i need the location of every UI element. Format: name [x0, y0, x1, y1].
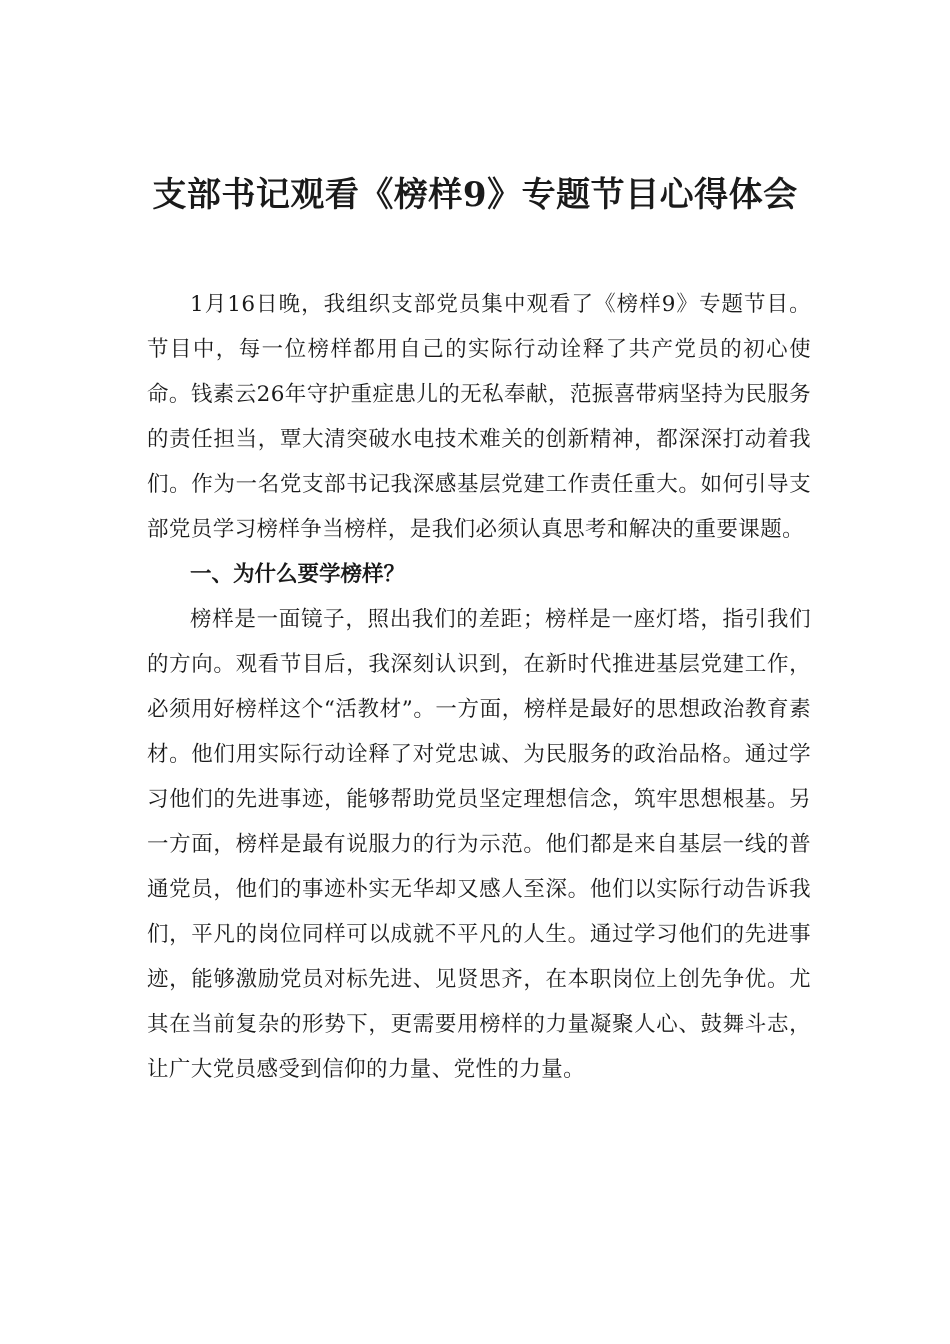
intro-paragraph: 1月16日晚，我组织支部党员集中观看了《榜样9》专题节目。节目中，每一位榜样都用自己的实际行动诠释了共产党员的初心使命。钱素云26年守护重症患儿的无私奉献，范振喜带病坚持为民服务的责任担当，覃大清突破水电技术难关的创新精神，都深深打动着我们。作为一名党支部书记我深感基层党建工作责任重大。如何引导支部党员学习榜样争当榜样，是我们必须认真思考和解决的重要课题。: [147, 292, 811, 542]
section-heading: 一、为什么要学榜样？: [190, 562, 406, 587]
document-body: [147, 282, 811, 1092]
section-paragraph: 榜样是一面镜子，照出我们的差距；榜样是一座灯塔，指引我们的方向。观看节目后，我深刻认识到，在新时代推进基层党建工作，必须用好榜样这个“活教材”。一方面，榜样是最好的思想政治教育素材。他们用实际行动诠释了对党忠诚、为民服务的政治品格。通过学习他们的先进事迹，能够帮助党员坚定理想信念，筑牢思想根基。另一方面，榜样是最有说服力的行为示范。他们都是来自基层一线的普通党员，他们的事迹朴实无华却又感人至深。他们以实际行动告诉我们，平凡的岗位同样可以成就不平凡的人生。通过学习他们的先进事迹，能够激励党员对标先进、见贤思齐，在本职岗位上创先争优。尤其在当前复杂的形势下，更需要用榜样的力量凝聚人心、鼓舞斗志，让广大党员感受到信仰的力量、党性的力量。: [147, 607, 811, 1082]
document-title: 支部书记观看《榜样9》专题节目心得体会: [152, 175, 798, 215]
